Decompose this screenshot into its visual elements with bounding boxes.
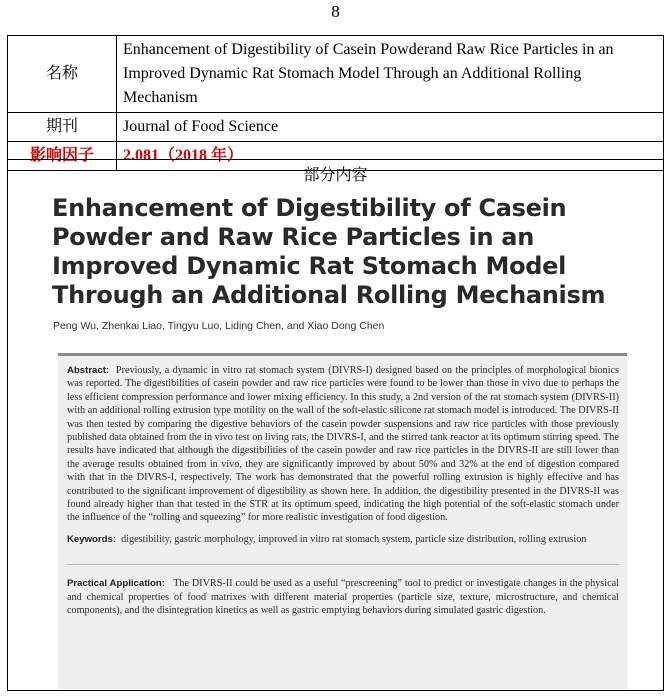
practical-application-label: Practical Application:	[67, 578, 165, 590]
name-row	[8, 36, 664, 113]
keywords-label: Keywords:	[67, 533, 117, 545]
journal-label: 期刊	[8, 113, 117, 142]
journal-value: Journal of Food Science	[117, 113, 664, 142]
keywords-paragraph	[67, 533, 619, 546]
abstract-label: Abstract:	[67, 365, 110, 376]
info-table	[7, 35, 664, 171]
abstract-panel	[58, 353, 627, 689]
practical-application-text: The DIVRS-II could be used as a useful “prescreening” tool to predict or investigate changes in the physical and chemical properties of food matrixes with different material properties (particle size, texture, microstructure, and chemical components), and the disintegration kinetics as well as gastric emptying behaviors during simulated gastric digestion.	[67, 578, 619, 617]
excerpt-box	[7, 159, 664, 691]
paper-authors: Peng Wu, Zhenkai Liao, Tingyu Luo, Liding Chen, and Xiao Dong Chen	[53, 320, 385, 332]
excerpt-label: 部分内容	[303, 167, 368, 184]
keywords-text: digestibility, gastric morphology, improved in vitro rat stomach system, particle size distribution, rolling extrusion	[121, 533, 587, 545]
page-number: 8	[331, 2, 340, 21]
name-label: 名称	[8, 36, 117, 113]
abstract-text: Previously, a dynamic in vitro rat stomach system (DIVRS-I) designed based on the principles of morphological bionics was reported. The digestibilities of casein powder and raw rice particles were found to be lower than those in vivo due to perhaps the less efficient compression performance and lower mixing efficiency. In this study, a 2nd version of the rat stomach system (DIVRS-II) with an additional rolling extrusion type motility on the wall of the soft-elastic silicone rat stomach model is introduced. The DIVRS-II was then tested by comparing the digestive behaviors of the casein powder suspensions and raw rice particles with those previously published data obtained from the in vivo test on living rats, the DIVRS-I, and the stirred tank reactor at its optimum stirring speed. The results have indicated that although the digestibilities of the casein powder and raw rice particles in the DIVRS-II are still lower than the average results obtained from in vivo, they are significantly improved by about 50% and 32% at the end of digestion compared with that in the DIVRS-I, respectively. The work has demonstrated that the powerful rolling extrusion is highly effective and has contributed to the significant improvement of digestibility as shown here. In addition, the digestibility presented in the DIVRS-II was found already higher than that tested in the STR at its optimum speed, indicating the high potential of the soft-elastic stomach under the influence of the “rolling and squeezing” for more realistic investigation of food digestion.	[67, 365, 620, 524]
paper-title: Enhancement of Digestibility of Casein Powder and Raw Rice Particles in an Improved Dynamic Rat Stomach Model Through an Additional Rolling Mechanism	[52, 194, 606, 309]
impact-label: 影响因子	[8, 142, 117, 171]
impact-value: 2.081（2018 年）	[117, 142, 664, 171]
journal-row	[8, 113, 664, 142]
practical-application-paragraph	[67, 564, 619, 617]
name-value: Enhancement of Digestibility of Casein Powderand Raw Rice Particles in an Improved Dynamic Rat Stomach Model Through an Additional Rolling Mechanism	[117, 36, 664, 113]
abstract-paragraph	[67, 364, 619, 525]
